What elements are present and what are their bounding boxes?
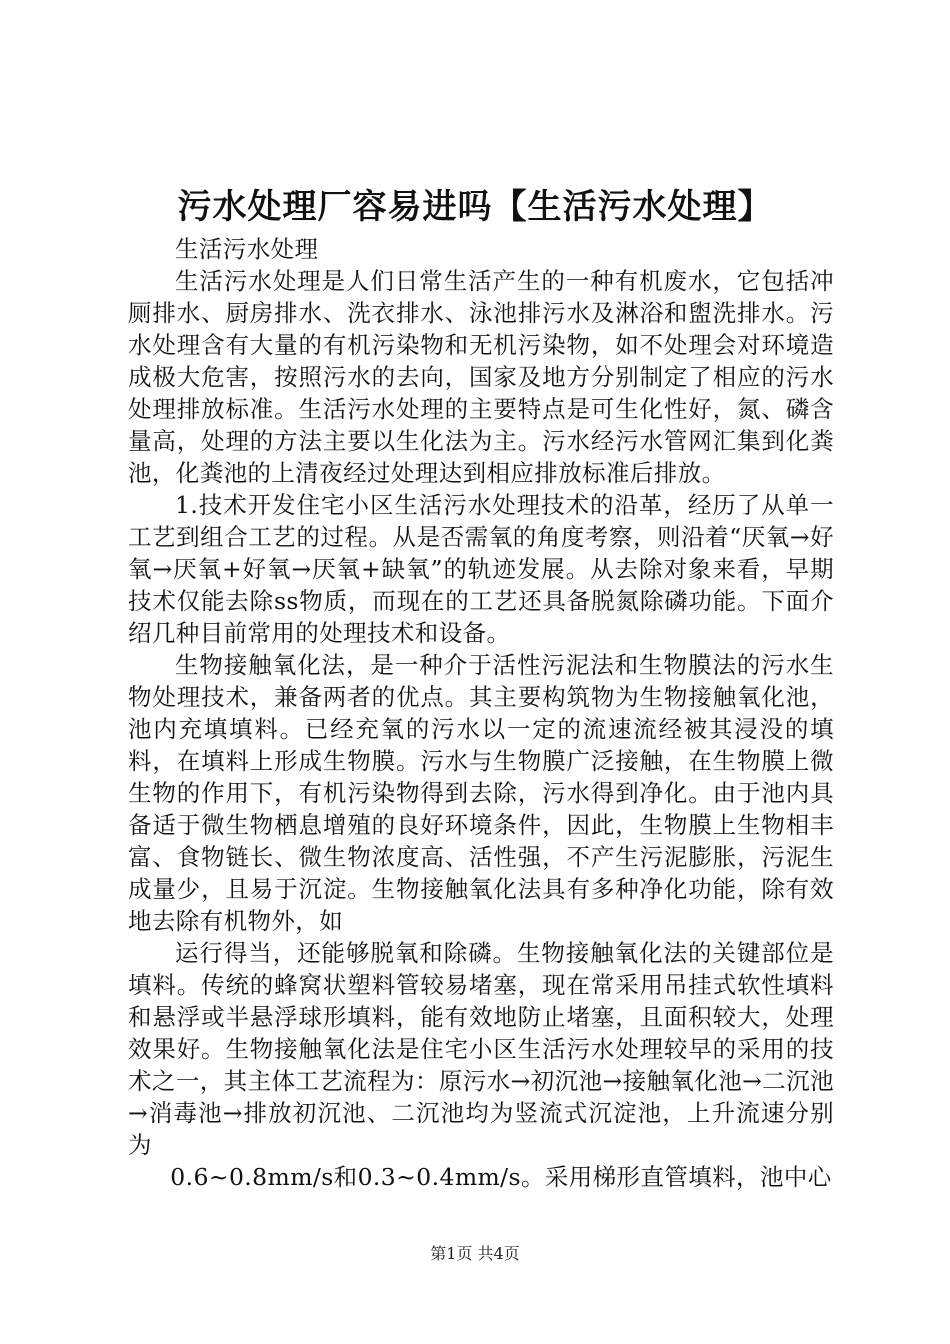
paragraph: 生物接触氧化法，是一种介于活性污泥法和生物膜法的污水生物处理技术，兼备两者的优点。其主要构筑物为生物接触氧化池，池内充填填料。已经充氧的污水以一定的流速流经被其浸没的填料，在填料上形成生物膜。污水与生物膜广泛接触，在生物膜上微生物的作用下，有机污染物得到去除，污水得到净化。由于池内具备适于微生物栖息增殖的良好环境条件，因此，生物膜上生物相丰富、食物链长、微生物浓度高、活性强，不产生污泥膨胀，污泥生成量少，且易于沉淀。生物接触氧化法具有多种净化功能，除有效地去除有机物外，如 bbox=[128, 651, 834, 935]
document-body bbox=[128, 233, 834, 1193]
paragraph: 运行得当，还能够脱氧和除磷。生物接触氧化法的关键部位是填料。传统的蜂窝状塑料管较易堵塞，现在常采用吊挂式软性填料和悬浮或半悬浮球形填料，能有效地防止堵塞，且面积较大，处理效果好。生物接触氧化法是住宅小区生活污水处理较早的采用的技术之一，其主体工艺流程为：原污水→初沉池→接触氧化池→二沉池→消毒池→排放初沉池、二沉池均为竖流式沉淀池，上升流速分别为 bbox=[128, 939, 834, 1159]
document-title: 污水处理厂容易进吗【生活污水处理】 bbox=[177, 187, 773, 227]
paragraph: 生活污水处理是人们日常生活产生的一种有机废水，它包括冲厕排水、厨房排水、洗衣排水、泳池排污水及淋浴和盥洗排水。污水处理含有大量的有机污染物和无机污染物，如不处理会对环境造成极大危害，按照污水的去向，国家及地方分别制定了相应的污水处理排放标准。生活污水处理的主要特点是可生化性好，氮、磷含量高，处理的方法主要以生化法为主。污水经污水管网汇集到化粪池，化粪池的上清夜经过处理达到相应排放标准后排放。 bbox=[128, 267, 834, 487]
page-footer: 第1页 共4页 bbox=[430, 1244, 520, 1263]
paragraph: 1.技术开发住宅小区生活污水处理技术的沿革，经历了从单一工艺到组合工艺的过程。从是否需氧的角度考察，则沿着“厌氧→好氧→厌氧+好氧→厌氧+缺氧”的轨迹发展。从去除对象来看，早期技术仅能去除ss物质，而现在的工艺还具备脱氮除磷功能。下面介绍几种目前常用的处理技术和设备。 bbox=[128, 491, 834, 647]
paragraph: 0.6~0.8mm/s和0.3~0.4mm/s。采用梯形直管填料，池中心 bbox=[170, 1163, 832, 1191]
paragraph-heading: 生活污水处理 bbox=[175, 235, 319, 263]
